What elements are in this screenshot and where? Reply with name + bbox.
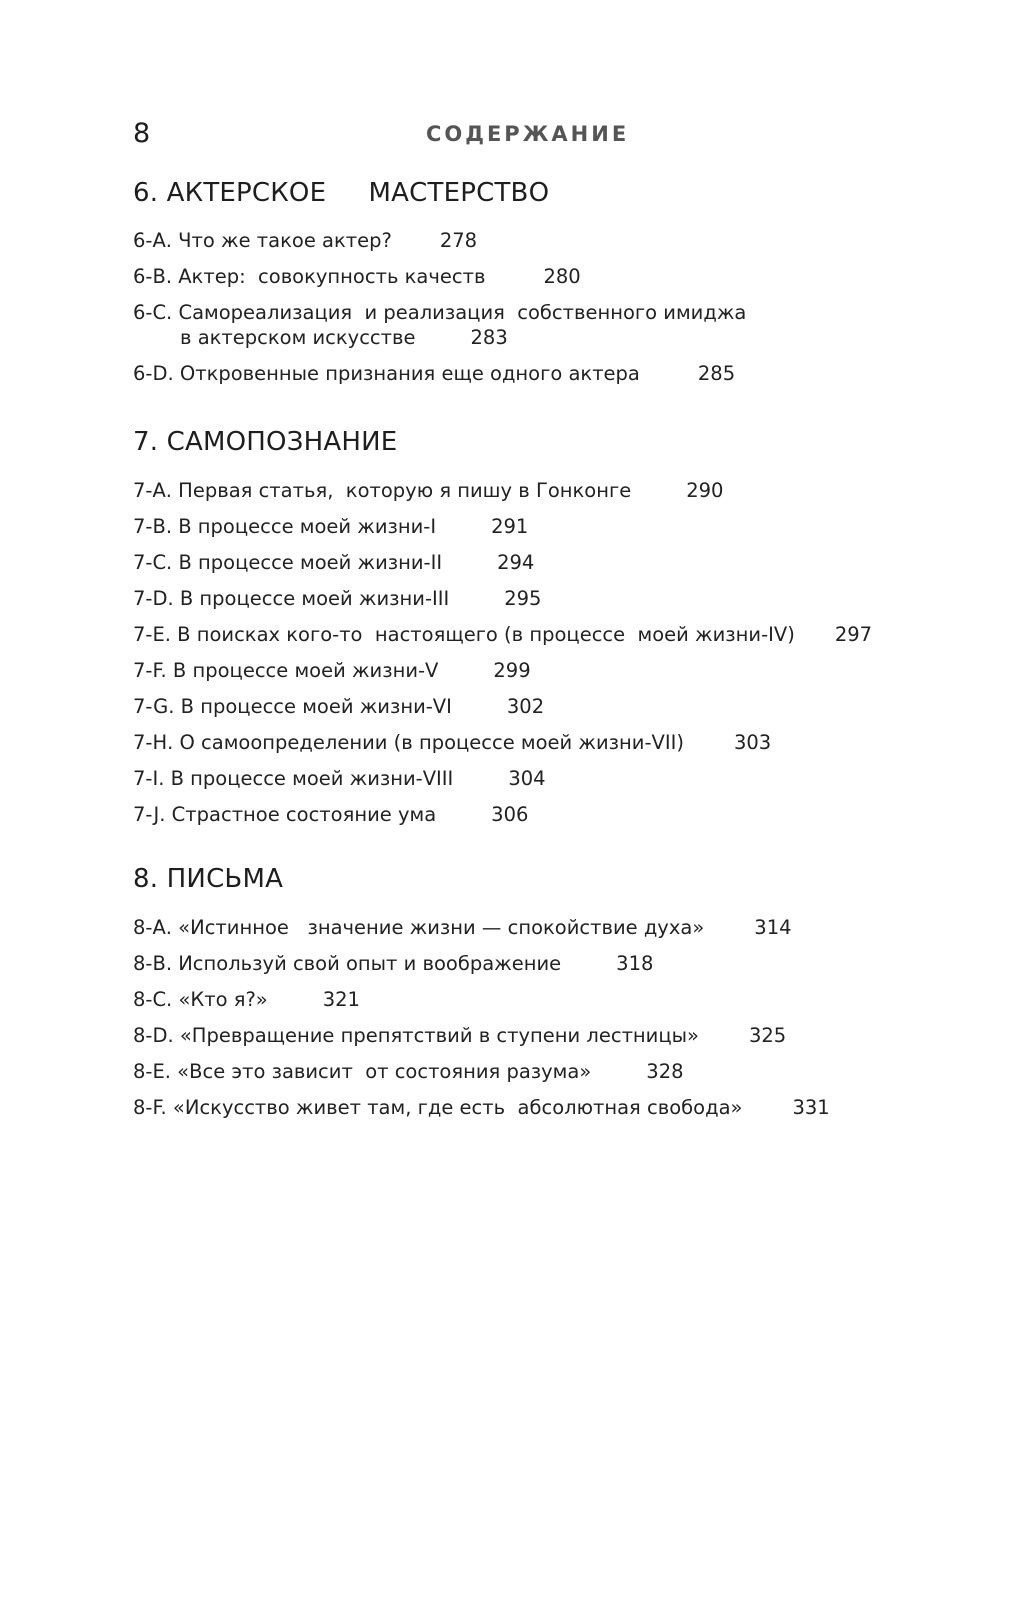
section-title: 8. ПИСЬМА: [133, 864, 284, 894]
entry-title: 7-F. В процессе моей жизни-V: [133, 659, 439, 682]
toc-entry: [133, 514, 872, 539]
entry-title: 8-Е. «Все это зависит от состояния разума»: [133, 1060, 592, 1083]
entry-page: 294: [497, 551, 535, 574]
running-title: СОДЕРЖАНИЕ: [426, 122, 630, 146]
entry-page: 291: [491, 515, 529, 538]
section-title: 7. САМОПОЗНАНИЕ: [133, 427, 398, 457]
entry-title: 7-В. В процессе моей жизни-I: [133, 515, 437, 538]
toc-entry: [133, 361, 746, 386]
entry-title: 6-В. Актер: совокупность качеств: [133, 265, 486, 288]
toc-entry: [133, 586, 872, 611]
entry-title: 7-I. В процессе моей жизни-VIII: [133, 767, 454, 790]
entry-page: 278: [439, 229, 478, 252]
entry-continuation: в актерском искусстве 283: [180, 326, 508, 349]
entry-title: 7-J. Страстное состояние ума: [133, 803, 437, 826]
toc-section-6: [133, 178, 746, 386]
toc-entry: [133, 1023, 830, 1048]
entry-page: 325: [748, 1024, 787, 1047]
toc-entry: [133, 802, 872, 827]
entry-list: [133, 915, 830, 1120]
entry-title: 6-А. Что же такое актер?: [133, 229, 392, 252]
toc-entry: [133, 694, 872, 719]
toc-entry: [133, 300, 746, 350]
entry-title: 6-С. Самореализация и реализация собственного имиджа: [133, 301, 747, 324]
toc-entry: [133, 550, 872, 575]
toc-entry: [133, 264, 746, 289]
toc-section-7: [133, 427, 872, 827]
entry-page: 299: [493, 659, 531, 682]
entry-title: 7-С. В процессе моей жизни-II: [133, 551, 443, 574]
entry-list: [133, 228, 746, 386]
toc-entry: [133, 987, 830, 1012]
entry-title: 8-А. «Истинное значение жизни — спокойствие духа»: [133, 916, 705, 939]
entry-title: 8-D. «Превращение препятствий в ступени лестницы»: [133, 1024, 699, 1047]
entry-page: 328: [646, 1060, 684, 1083]
entry-page: 318: [616, 952, 654, 975]
toc-entry: [133, 478, 872, 503]
entry-title: 7-G. В процессе моей жизни-VI: [133, 695, 452, 718]
entry-page: 302: [506, 695, 545, 718]
entry-title: 8-F. «Искусство живет там, где есть абсолютная свобода»: [133, 1096, 743, 1119]
entry-title: 8-С. «Кто я?»: [133, 988, 268, 1011]
page-number: 8: [133, 118, 151, 149]
entry-page: 321: [322, 988, 360, 1011]
entry-page: 303: [733, 731, 772, 754]
entry-page: 306: [491, 803, 529, 826]
toc-entry: [133, 951, 830, 976]
toc-section-8: [133, 864, 830, 1120]
entry-title: 7-Е. В поисках кого-то настоящего (в процессе моей жизни-IV): [133, 623, 795, 646]
toc-entry: [133, 1059, 830, 1084]
entry-page: 295: [504, 587, 542, 610]
toc-entry: [133, 766, 872, 791]
entry-title: 7-А. Первая статья, которую я пишу в Гонконге: [133, 479, 632, 502]
entry-page: 283: [470, 326, 508, 349]
toc-entry: [133, 658, 872, 683]
entry-list: [133, 478, 872, 827]
entry-page: 314: [754, 916, 792, 939]
entry-page: 280: [543, 265, 581, 288]
toc-entry: [133, 622, 872, 647]
entry-page: 304: [508, 767, 546, 790]
entry-title: 7-D. В процессе моей жизни-III: [133, 587, 450, 610]
toc-entry: [133, 915, 830, 940]
toc-entry: [133, 1095, 830, 1120]
entry-page: 290: [686, 479, 724, 502]
entry-title: 8-В. Используй свой опыт и воображение: [133, 952, 562, 975]
entry-page: 297: [834, 623, 873, 646]
toc-entry: [133, 730, 872, 755]
entry-page: 285: [697, 362, 736, 385]
entry-title: 7-Н. О самоопределении (в процессе моей жизни-VII): [133, 731, 684, 754]
section-title: 6. АКТЕРСКОЕ МАСТЕРСТВО: [133, 178, 550, 208]
toc-entry: [133, 228, 746, 253]
entry-page: 331: [792, 1096, 830, 1119]
entry-title: 6-D. Откровенные признания еще одного актера: [133, 362, 640, 385]
